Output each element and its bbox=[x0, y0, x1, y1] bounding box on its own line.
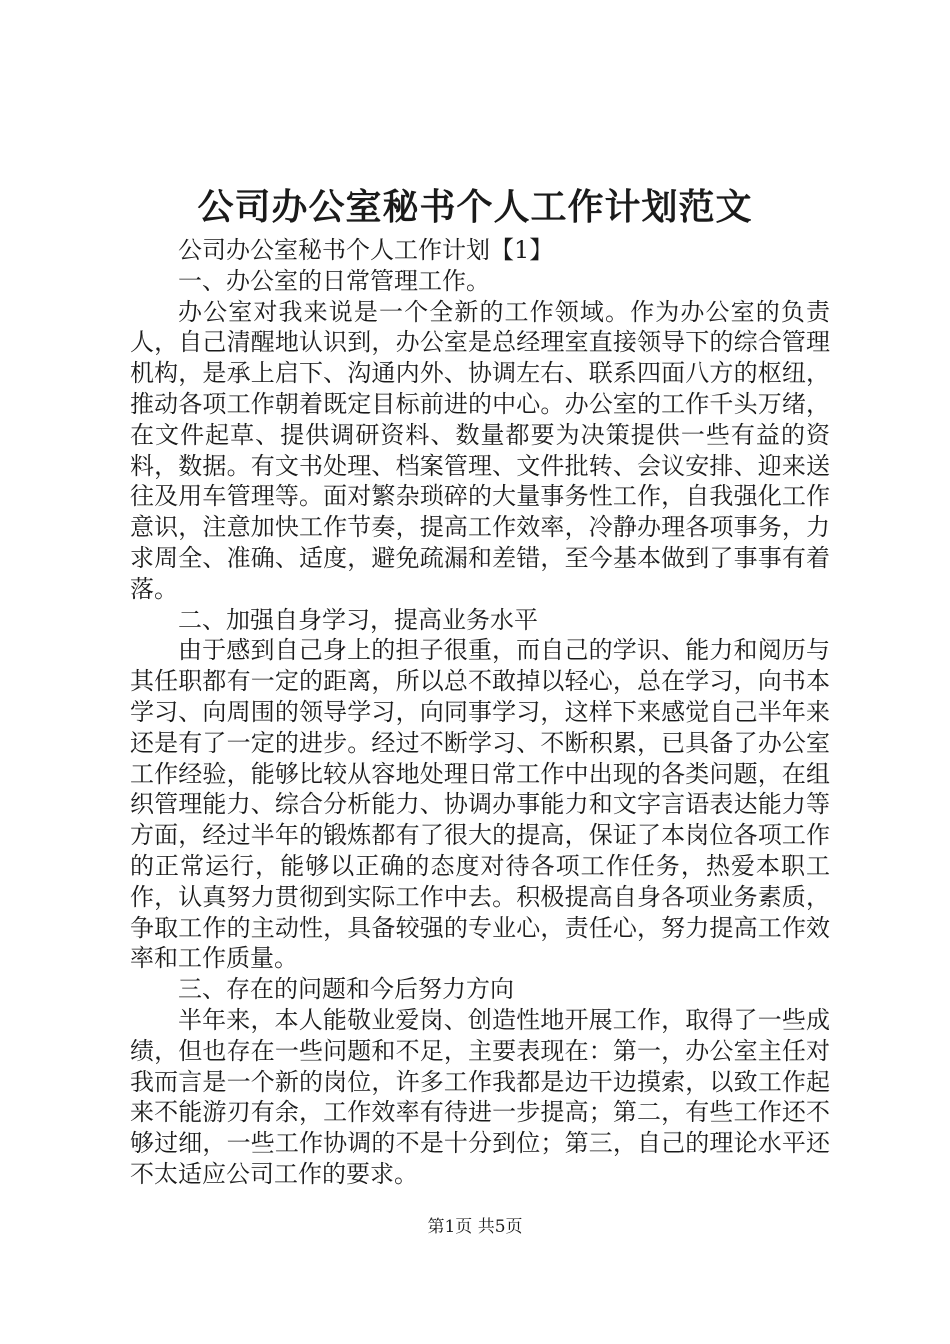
document-title: 公司办公室秘书个人工作计划范文 bbox=[197, 186, 753, 228]
section-heading-2: 二、加强自身学习，提高业务水平 bbox=[178, 605, 538, 634]
page-number-footer: 第1页 共5页 bbox=[427, 1217, 523, 1237]
section-body-2: 由于感到自己身上的担子很重，而自己的学识、能力和阅历与其任职都有一定的距离，所以总不敢掉以轻心，总在学习，向书本学习、向周围的领导学习，向同事学习，这样下来感觉自己半年来还是有了一定的进步。经过不断学习、不断积累，已具备了办公室工作经验，能够比较从容地处理日常工作中出现的各类问题，在组织管理能力、综合分析能力、协调办事能力和文字言语表达能力等方面，经过半年的锻炼都有了很大的提高，保证了本岗位各项工作的正常运行，能够以正确的态度对待各项工作任务，热爱本职工作，认真努力贯彻到实际工作中去。积极提高自身各项业务素质，争取工作的主动性，具备较强的专业心，责任心，努力提高工作效率和工作质量。 bbox=[130, 636, 830, 973]
document-body bbox=[130, 235, 830, 1190]
section-body-1: 办公室对我来说是一个全新的工作领域。作为办公室的负责人，自己清醒地认识到，办公室是总经理室直接领导下的综合管理机构，是承上启下、沟通内外、协调左右、联系四面八方的枢纽，推动各项工作朝着既定目标前进的中心。办公室的工作千头万绪，在文件起草、提供调研资料、数量都要为决策提供一些有益的资料，数据。有文书处理、档案管理、文件批转、会议安排、迎来送往及用车管理等。面对繁杂琐碎的大量事务性工作，自我强化工作意识，注意加快工作节奏，提高工作效率，冷静办理各项事务，力求周全、准确、适度，避免疏漏和差错，至今基本做到了事事有着落。 bbox=[130, 297, 830, 603]
section-heading-1: 一、办公室的日常管理工作。 bbox=[178, 266, 490, 295]
document-subtitle: 公司办公室秘书个人工作计划【1】 bbox=[178, 236, 554, 264]
section-body-3: 半年来，本人能敬业爱岗、创造性地开展工作，取得了一些成绩，但也存在一些问题和不足，主要表现在：第一，办公室主任对我而言是一个新的岗位，许多工作我都是边干边摸索，以致工作起来不能游刃有余，工作效率有待进一步提高；第二，有些工作还不够过细，一些工作协调的不是十分到位；第三，自己的理论水平还不太适应公司工作的要求。 bbox=[130, 1005, 830, 1188]
section-heading-3: 三、存在的问题和今后努力方向 bbox=[178, 975, 514, 1004]
